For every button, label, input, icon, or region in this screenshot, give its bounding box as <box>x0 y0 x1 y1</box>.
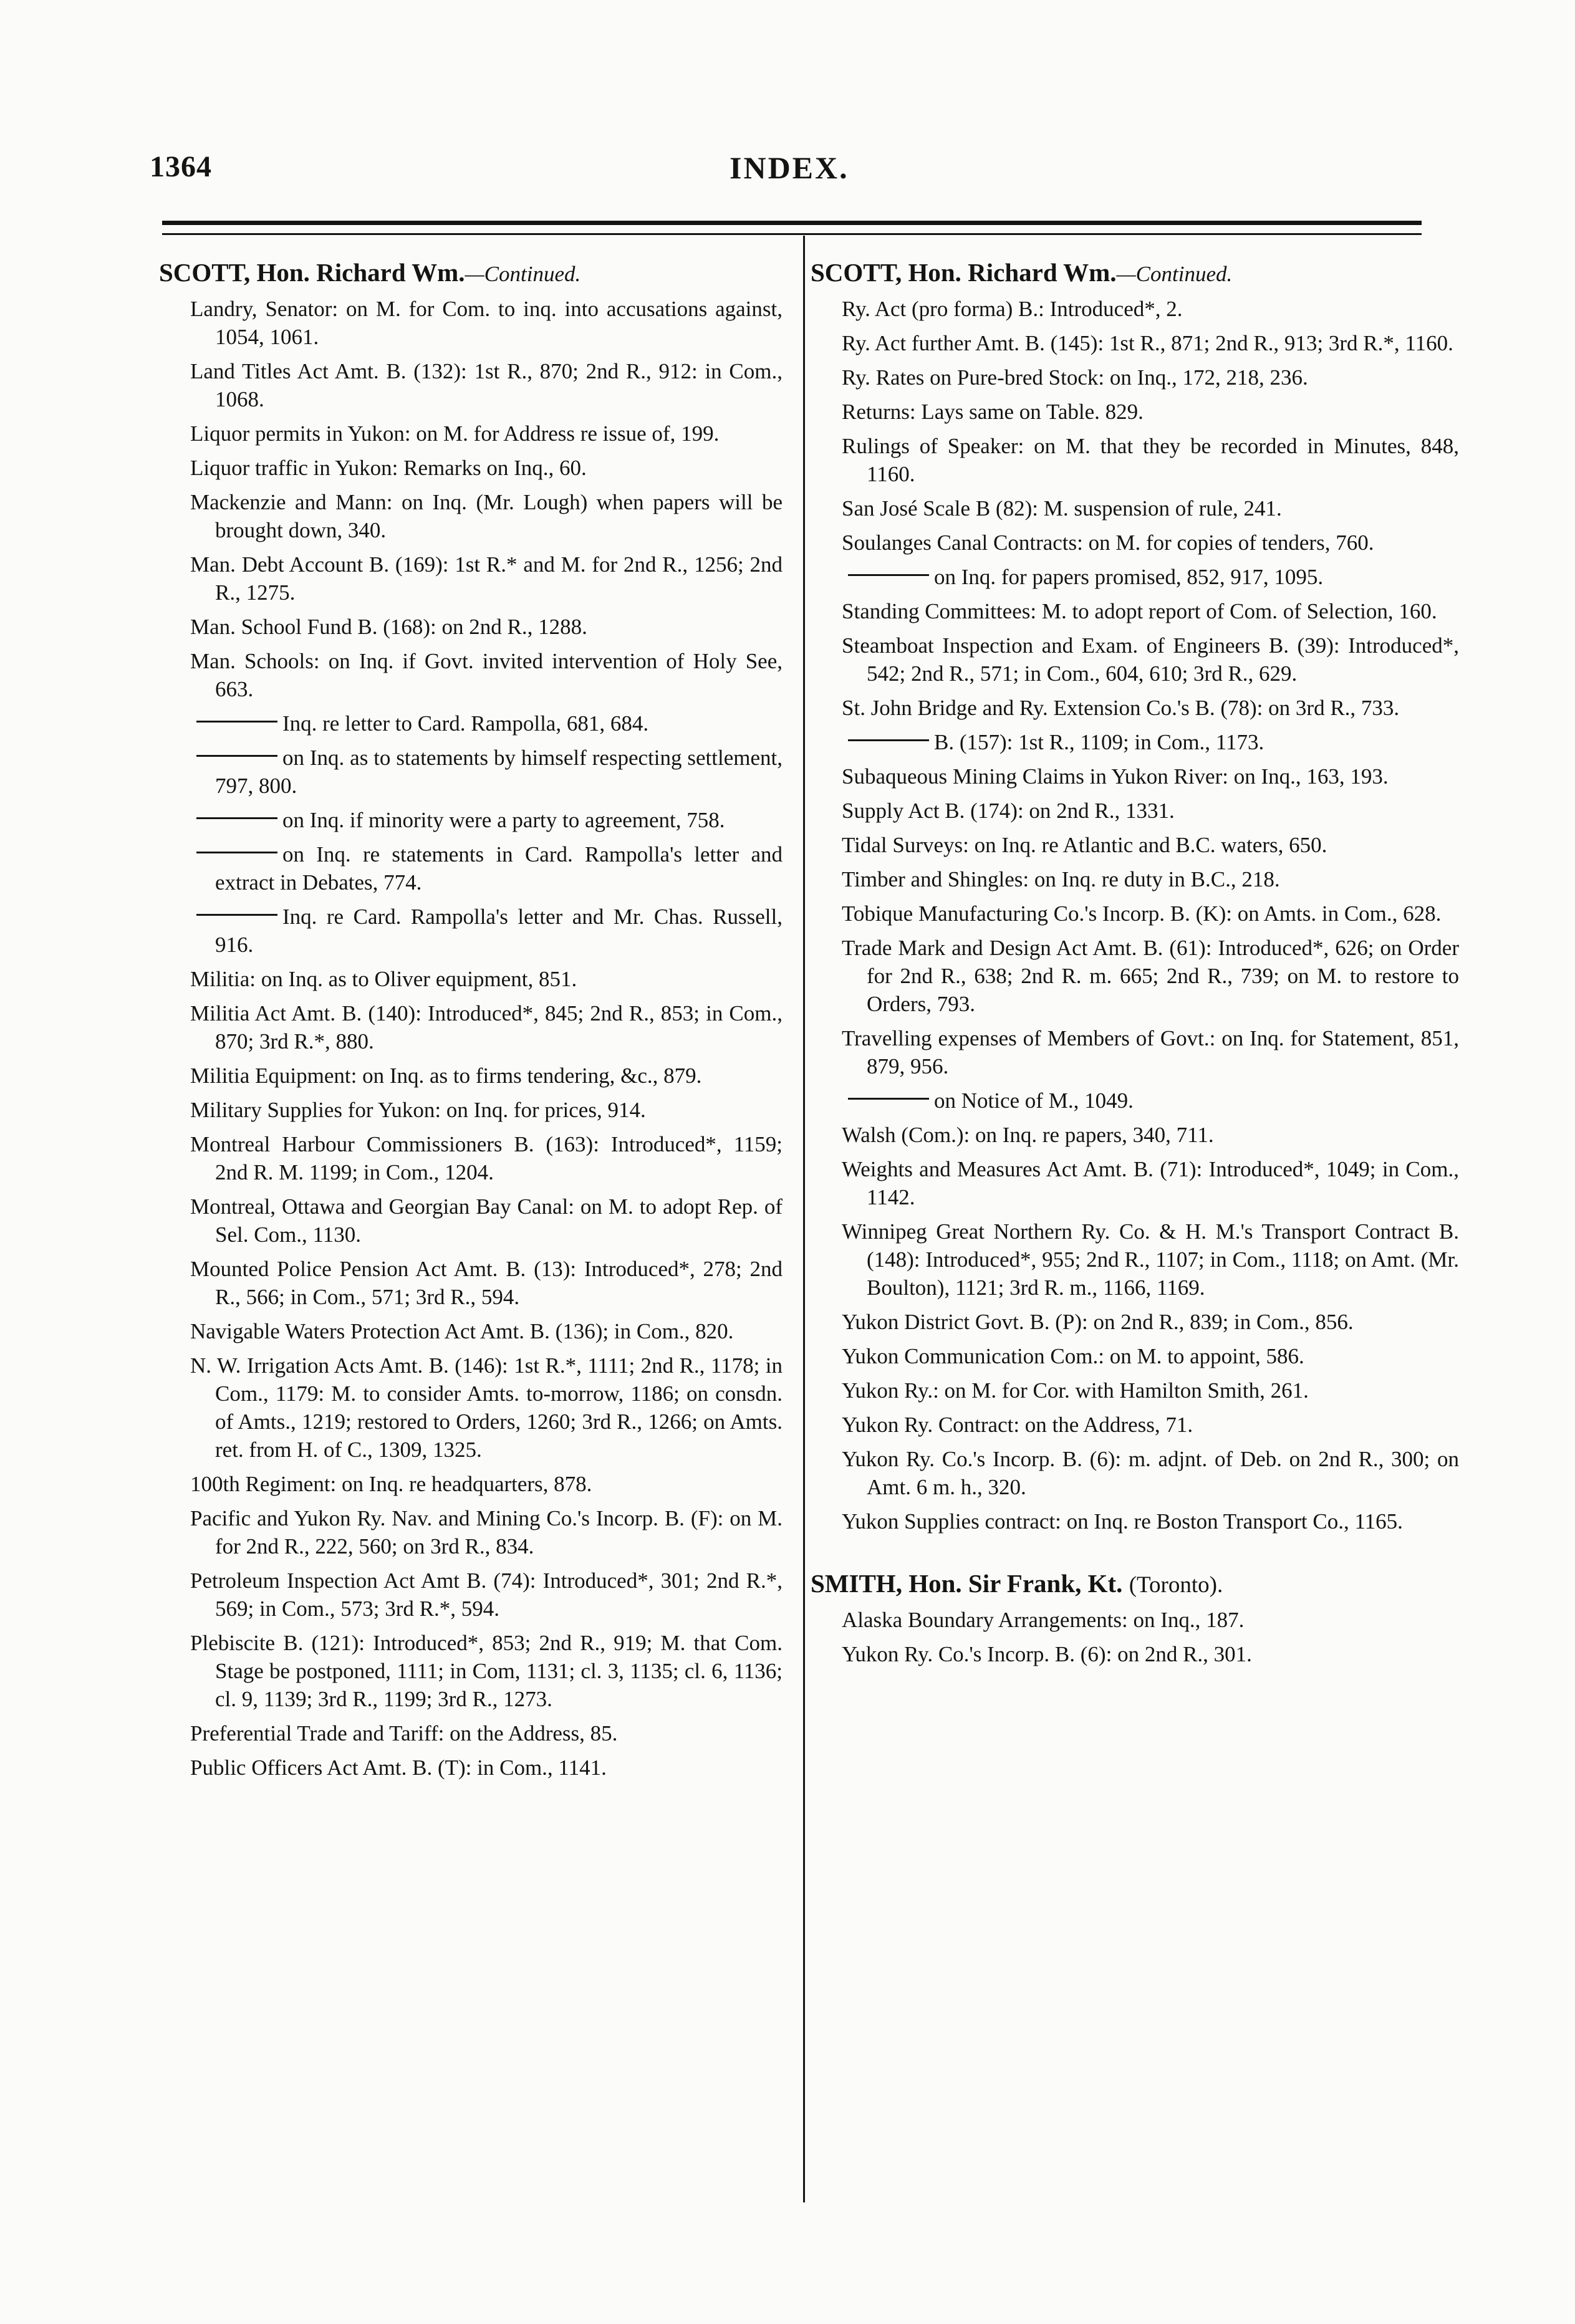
index-entry: Yukon Ry.: on M. for Cor. with Hamilton Smith, 261. <box>842 1378 1309 1403</box>
index-entry: Rulings of Speaker: on M. that they be recorded in Minutes, 848, 1160. <box>842 434 1459 486</box>
index-subentry <box>159 840 783 896</box>
index-entry: Mackenzie and Mann: on Inq. (Mr. Lough) when papers will be brought down, 340. <box>190 490 783 542</box>
index-entry: Winnipeg Great Northern Ry. Co. & H. M.'s Transport Contract B. (148): Introduced*, 955; 2nd R., 1107; in Com., 1118; on Amt. (Mr. Boulton), 1121; 3rd R. m., 1166, 1169. <box>842 1219 1459 1300</box>
index-entry: Preferential Trade and Tariff: on the Address, 85. <box>190 1721 618 1745</box>
section-gap <box>811 1542 1459 1567</box>
index-entry: Yukon District Govt. B. (P): on 2nd R., 839; in Com., 856. <box>842 1310 1354 1334</box>
index-subentry <box>811 1087 1459 1115</box>
index-entry: 100th Regiment: on Inq. re headquarters, 878. <box>190 1472 592 1496</box>
ditto-dash <box>848 574 929 576</box>
subentry-text: on Notice of M., 1049. <box>934 1088 1134 1113</box>
header-rule-thin <box>162 233 1422 235</box>
index-entry: Supply Act B. (174): on 2nd R., 1331. <box>842 799 1175 823</box>
ditto-dash <box>196 852 277 853</box>
index-entry: Walsh (Com.): on Inq. re papers, 340, 711. <box>842 1123 1214 1147</box>
index-entry: Standing Committees: M. to adopt report of Com. of Selection, 160. <box>842 599 1437 623</box>
subentry-text: on Inq. as to statements by himself respecting settlement, 797, 800. <box>215 746 783 798</box>
entry-heading <box>811 256 1459 291</box>
entry-heading <box>159 256 783 291</box>
subentry-text: on Inq. re statements in Card. Rampolla's letter and extract in Debates, 774. <box>215 842 783 895</box>
index-entry: Man. School Fund B. (168): on 2nd R., 1288. <box>190 615 587 639</box>
index-entry: Trade Mark and Design Act Amt. B. (61): Introduced*, 626; on Order for 2nd R., 638; 2nd R. m. 665; 2nd R., 739; on M. to restore to Orders, 793. <box>842 936 1459 1016</box>
index-subentry <box>159 709 783 737</box>
heading-name: SCOTT, Hon. Richard Wm. <box>159 258 465 287</box>
subentry-text: B. (157): 1st R., 1109; in Com., 1173. <box>934 730 1264 754</box>
index-subentry <box>159 744 783 800</box>
index-entry: Militia: on Inq. as to Oliver equipment, 851. <box>190 967 577 991</box>
index-entry: Land Titles Act Amt. B. (132): 1st R., 870; 2nd R., 912: in Com., 1068. <box>190 359 783 411</box>
index-entry: Pacific and Yukon Ry. Nav. and Mining Co.'s Incorp. B. (F): on M. for 2nd R., 222, 560; on 3rd R., 834. <box>190 1506 783 1558</box>
index-entry: Liquor permits in Yukon: on M. for Address re issue of, 199. <box>190 421 720 446</box>
index-entry: Military Supplies for Yukon: on Inq. for prices, 914. <box>190 1098 646 1122</box>
index-entry: Weights and Measures Act Amt. B. (71): Introduced*, 1049; in Com., 1142. <box>842 1157 1459 1209</box>
entry-heading <box>811 1567 1459 1602</box>
subentry-text: on Inq. for papers promised, 852, 917, 1095. <box>934 565 1324 589</box>
index-entry: Travelling expenses of Members of Govt.: on Inq. for Statement, 851, 879, 956. <box>842 1026 1459 1078</box>
left-column <box>159 256 783 1788</box>
index-entry: Ry. Act further Amt. B. (145): 1st R., 871; 2nd R., 913; 3rd R.*, 1160. <box>842 331 1453 355</box>
index-entry: Man. Schools: on Inq. if Govt. invited intervention of Holy See, 663. <box>190 649 783 701</box>
index-entry: Militia Equipment: on Inq. as to firms tendering, &c., 879. <box>190 1064 702 1088</box>
ditto-dash <box>196 721 277 723</box>
index-entry: Steamboat Inspection and Exam. of Engineers B. (39): Introduced*, 542; 2nd R., 571; in Com., 604, 610; 3rd R., 629. <box>842 633 1459 686</box>
right-column <box>811 256 1459 1674</box>
index-entry: Montreal Harbour Commissioners B. (163): Introduced*, 1159; 2nd R. M. 1199; in Com., 1204. <box>190 1132 783 1184</box>
index-entry: Landry, Senator: on M. for Com. to inq. into accusations against, 1054, 1061. <box>190 297 783 349</box>
index-entry: Liquor traffic in Yukon: Remarks on Inq., 60. <box>190 456 587 480</box>
index-entry: Mounted Police Pension Act Amt. B. (13): Introduced*, 278; 2nd R., 566; in Com., 571; 3rd R., 594. <box>190 1257 783 1309</box>
index-entry: Yukon Ry. Contract: on the Address, 71. <box>842 1413 1193 1437</box>
index-subentry <box>811 563 1459 591</box>
index-entry: Navigable Waters Protection Act Amt. B. (136); in Com., 820. <box>190 1319 734 1343</box>
heading-name: SMITH, Hon. Sir Frank, Kt. <box>811 1569 1123 1598</box>
index-entry: Alaska Boundary Arrangements: on Inq., 187. <box>842 1608 1245 1632</box>
index-entry: San José Scale B (82): M. suspension of rule, 241. <box>842 496 1282 521</box>
heading-name: SCOTT, Hon. Richard Wm. <box>811 258 1117 287</box>
header-rule <box>162 221 1422 225</box>
subentry-text: Inq. re letter to Card. Rampolla, 681, 684. <box>282 711 649 736</box>
index-entry: Yukon Ry. Co.'s Incorp. B. (6): on 2nd R., 301. <box>842 1642 1252 1666</box>
ditto-dash <box>196 914 277 916</box>
ditto-dash <box>848 739 929 741</box>
index-entry: Militia Act Amt. B. (140): Introduced*, 845; 2nd R., 853; in Com., 870; 3rd R.*, 880. <box>190 1001 783 1054</box>
index-entry: Petroleum Inspection Act Amt B. (74): Introduced*, 301; 2nd R.*, 569; in Com., 573; 3rd R.*, 594. <box>190 1568 783 1621</box>
index-entry: Subaqueous Mining Claims in Yukon River: on Inq., 163, 193. <box>842 764 1389 789</box>
heading-continued: —Continued. <box>465 262 581 286</box>
index-entry: N. W. Irrigation Acts Amt. B. (146): 1st R.*, 1111; 2nd R., 1178; in Com., 1179: M. to consider Amts. to-morrow, 1186; on consdn. of Amts., 1219; restored to Orders, 1260; 3rd R., 1266; on Amts. ret. from H. of C., 1309, 1325. <box>190 1353 783 1462</box>
index-entry: Tobique Manufacturing Co.'s Incorp. B. (K): on Amts. in Com., 628. <box>842 901 1442 926</box>
index-entry: Yukon Supplies contract: on Inq. re Boston Transport Co., 1165. <box>842 1509 1403 1534</box>
index-entry: Montreal, Ottawa and Georgian Bay Canal: on M. to adopt Rep. of Sel. Com., 1130. <box>190 1194 783 1247</box>
running-title: INDEX. <box>730 150 849 185</box>
heading-continued: —Continued. <box>1116 262 1233 286</box>
index-subentry <box>159 806 783 834</box>
ditto-dash <box>848 1098 929 1100</box>
index-entry: Soulanges Canal Contracts: on M. for copies of tenders, 760. <box>842 531 1374 555</box>
index-entry: Ry. Rates on Pure-bred Stock: on Inq., 172, 218, 236. <box>842 365 1308 390</box>
heading-location: (Toronto). <box>1129 1572 1223 1598</box>
index-entry: Yukon Communication Com.: on M. to appoint, 586. <box>842 1344 1304 1368</box>
index-subentry <box>811 728 1459 756</box>
index-entry: Plebiscite B. (121): Introduced*, 853; 2nd R., 919; M. that Com. Stage be postponed, 1111; in Com, 1131; cl. 3, 1135; cl. 6, 1136; cl. 9, 1139; 3rd R., 1199; 3rd R., 1273. <box>190 1631 783 1711</box>
index-entry: Tidal Surveys: on Inq. re Atlantic and B.C. waters, 650. <box>842 833 1327 857</box>
index-entry: Man. Debt Account B. (169): 1st R.* and M. for 2nd R., 1256; 2nd R., 1275. <box>190 552 783 605</box>
index-entry: St. John Bridge and Ry. Extension Co.'s B. (78): on 3rd R., 733. <box>842 696 1400 720</box>
index-entry: Returns: Lays same on Table. 829. <box>842 400 1144 424</box>
page-number: 1364 <box>150 150 212 183</box>
ditto-dash <box>196 755 277 757</box>
subentry-text: on Inq. if minority were a party to agreement, 758. <box>282 808 725 832</box>
ditto-dash <box>196 817 277 819</box>
subentry-text: Inq. re Card. Rampolla's letter and Mr. Chas. Russell, 916. <box>215 905 783 957</box>
index-entry: Ry. Act (pro forma) B.: Introduced*, 2. <box>842 297 1183 321</box>
index-subentry <box>159 903 783 959</box>
column-divider <box>803 236 805 2202</box>
index-entry: Timber and Shingles: on Inq. re duty in B.C., 218. <box>842 867 1280 891</box>
index-entry: Yukon Ry. Co.'s Incorp. B. (6): m. adjnt. of Deb. on 2nd R., 300; on Amt. 6 m. h., 320. <box>842 1447 1459 1499</box>
index-entry: Public Officers Act Amt. B. (T): in Com., 1141. <box>190 1755 607 1780</box>
page-header <box>0 150 1575 206</box>
